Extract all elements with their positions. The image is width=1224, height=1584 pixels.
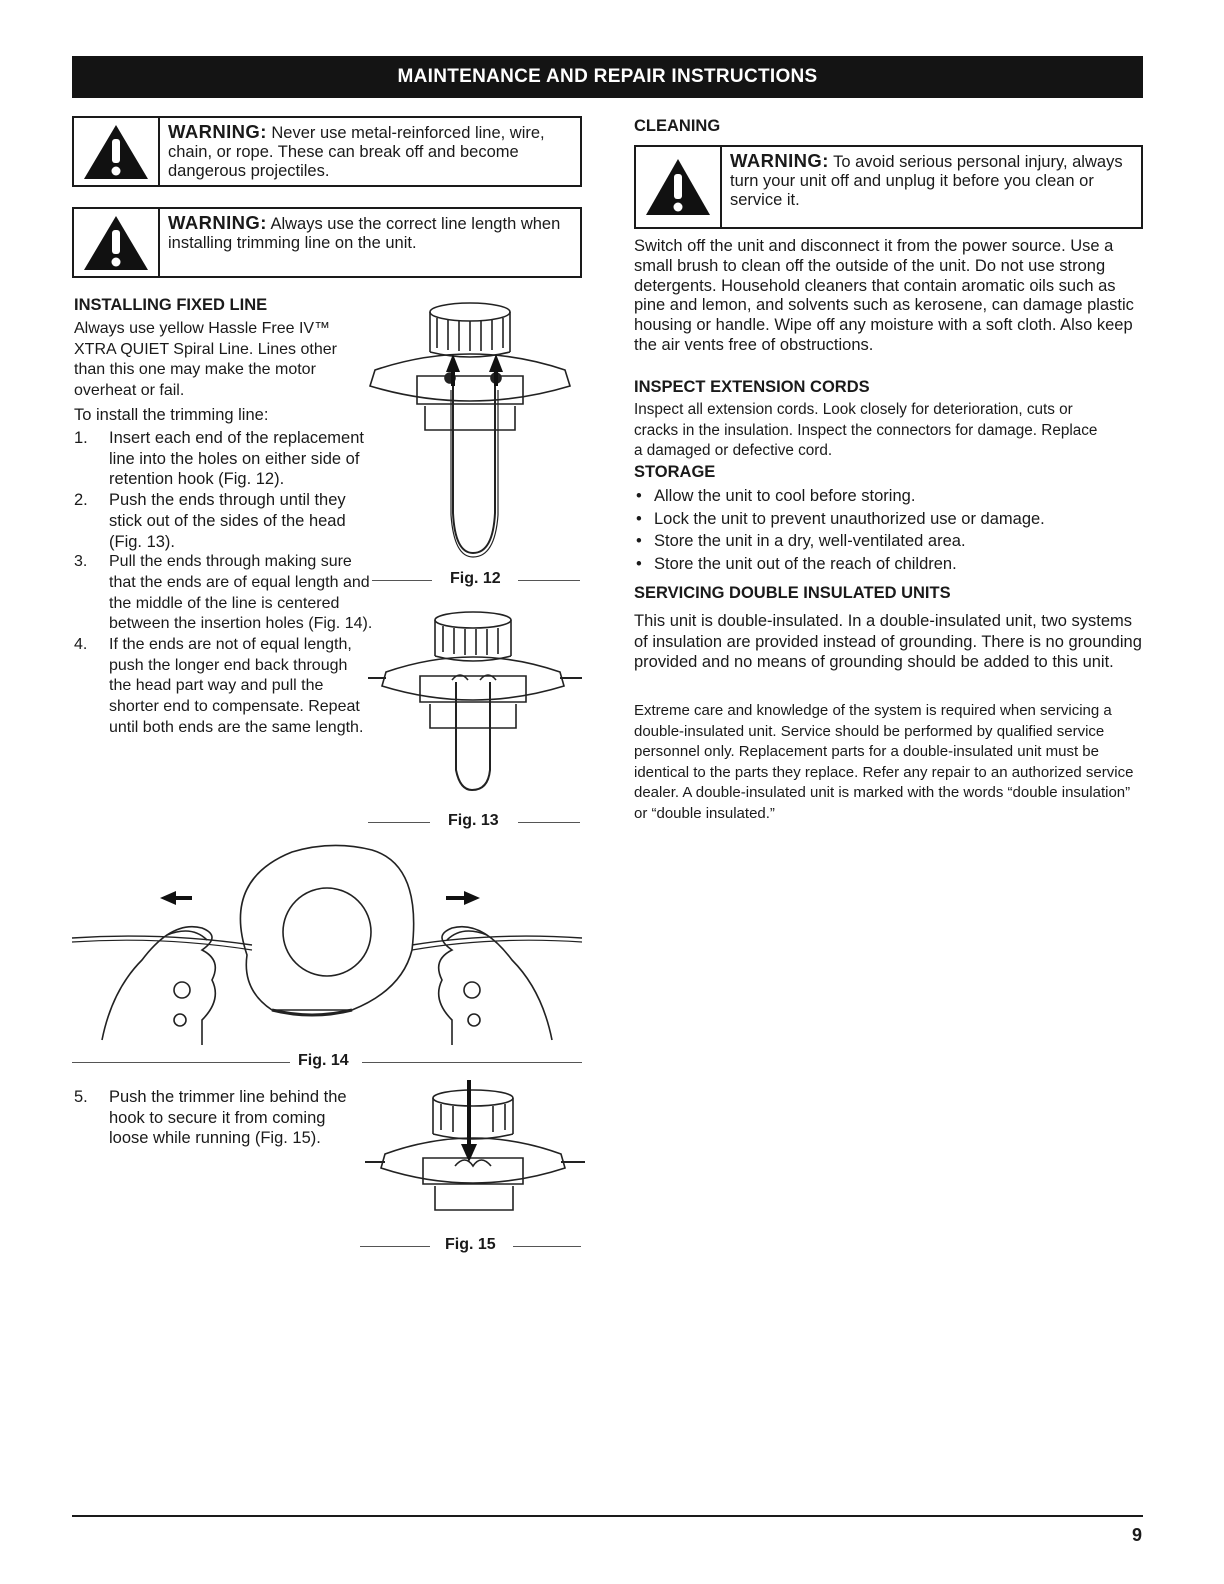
list-item: • Store the unit out of the reach of children. xyxy=(634,553,1139,576)
fig-15-rule-left xyxy=(360,1246,430,1247)
servicing-heading: SERVICING DOUBLE INSULATED UNITS xyxy=(634,584,951,602)
fig-14-rule-left xyxy=(72,1062,290,1063)
cleaning-body: Switch off the unit and disconnect it from the power source. Use a small brush to clean off the outside of the unit. Do not use strong detergents. Household cleaners that contain aromatic oils such as pine and lemon, and solvents such as kerosene, can damage plastic housing or handle. Wipe off any moisture with a soft cloth. Also keep the air vents free of obstructions. xyxy=(634,237,1134,354)
warning-label: WARNING: xyxy=(730,150,829,171)
list-item xyxy=(74,428,364,490)
warning-label: WARNING: xyxy=(168,121,267,142)
page-number: 9 xyxy=(1131,1525,1142,1545)
fig-14-rule-right xyxy=(362,1062,582,1063)
installing-lead: To install the trimming line: xyxy=(74,406,269,424)
fig-12-rule-left xyxy=(372,580,432,581)
fig-13-rule-right xyxy=(518,822,580,823)
installing-steps xyxy=(74,428,374,739)
warning-text xyxy=(160,209,580,276)
warning-triangle-icon xyxy=(74,118,160,185)
section-banner: MAINTENANCE AND REPAIR INSTRUCTIONS xyxy=(72,56,1143,98)
step-number: 1. xyxy=(74,429,88,447)
storage-item-text: Lock the unit to prevent unauthorized use or damage. xyxy=(654,509,1045,528)
fig-12-caption: Fig. 12 xyxy=(450,570,501,587)
list-item: • Allow the unit to cool before storing. xyxy=(634,485,1139,508)
storage-item-text: Allow the unit to cool before storing. xyxy=(654,487,916,505)
storage-list xyxy=(634,485,1139,575)
list-item xyxy=(74,1087,354,1149)
fig-13-caption: Fig. 13 xyxy=(448,812,499,829)
step-number: 2. xyxy=(74,491,88,510)
storage-item-text: Store the unit out of the reach of children. xyxy=(654,554,957,573)
servicing-body-1: This unit is double-insulated. In a double-insulated unit, two systems of insulation are provided instead of grounding. There is no grounding provided and no means of grounding should be added to this unit. xyxy=(634,612,1142,672)
step-text: Pull the ends through making sure that the ends are of equal length and the middle of the line is centered between the insertion holes (Fig. 14). xyxy=(109,553,373,633)
list-item xyxy=(74,490,374,552)
fig-15-rule-right xyxy=(513,1246,581,1247)
servicing-body-2: Extreme care and knowledge of the system is required when servicing a double-insulated unit. Service should be performed by qualified service personnel only. Replacement parts for a double-insulated unit must be identical to the parts they replace. Refer any repair to an authorized service dealer. A double-insulated unit is marked with the words “double insulation” or “double insulated.” xyxy=(634,702,1134,822)
installing-heading: INSTALLING FIXED LINE xyxy=(74,296,268,314)
warning-triangle-icon xyxy=(74,209,160,276)
list-item: • Store the unit in a dry, well-ventilated area. xyxy=(634,530,1139,553)
fig-15-illustration xyxy=(365,1080,585,1230)
warning-text xyxy=(160,118,580,185)
fig-14-caption: Fig. 14 xyxy=(298,1052,349,1069)
installing-intro: Always use yellow Hassle Free IV™ XTRA QUIET Spiral Line. Lines other than this one may make the motor overheat or fail. xyxy=(74,320,337,400)
footer-rule xyxy=(72,1515,1143,1517)
step-number: 3. xyxy=(74,553,88,571)
step-text: Insert each end of the replacement line into the holes on either side of retention hook (Fig. 12). xyxy=(109,429,364,489)
cords-heading: INSPECT EXTENSION CORDS xyxy=(634,378,870,396)
warning-box-metal-line xyxy=(72,116,582,187)
fig-13-rule-left xyxy=(368,822,430,823)
warning-box-cleaning xyxy=(634,145,1143,229)
storage-item-text: Store the unit in a dry, well-ventilated area. xyxy=(654,532,966,550)
fig-14-illustration xyxy=(72,840,582,1050)
fig-12-illustration xyxy=(355,298,585,568)
installing-step-5 xyxy=(74,1087,354,1149)
warning-message: Always use the correct line length when installing trimming line on the unit. xyxy=(168,215,561,252)
warning-label: WARNING: xyxy=(168,212,267,233)
step-text: If the ends are not of equal length, push the longer end back through the head part way and pull the shorter end to compensate. Repeat until both ends are the same length. xyxy=(109,636,364,736)
cords-body: Inspect all extension cords. Look closely for deterioration, cuts or cracks in the insulation. Inspect the connectors for damage. Replace a damaged or defective cord. xyxy=(634,401,1098,459)
list-item xyxy=(74,635,366,739)
list-item: • Lock the unit to prevent unauthorized use or damage. xyxy=(634,508,1139,531)
fig-13-illustration xyxy=(368,610,583,810)
cleaning-heading: CLEANING xyxy=(634,117,721,135)
warning-box-line-length xyxy=(72,207,582,278)
step-number: 5. xyxy=(74,1088,88,1106)
fig-15-caption: Fig. 15 xyxy=(445,1236,496,1253)
fig-12-rule-right xyxy=(518,580,580,581)
warning-message: To avoid serious personal injury, always turn your unit off and unplug it before you clean or service it. xyxy=(730,153,1123,209)
step-text: Push the trimmer line behind the hook to secure it from coming loose while running (Fig. 15). xyxy=(109,1088,347,1148)
warning-message: Never use metal-reinforced line, wire, chain, or rope. These can break off and become dangerous projectiles. xyxy=(168,124,545,180)
warning-text xyxy=(722,147,1141,227)
warning-triangle-icon xyxy=(636,147,722,227)
storage-heading: STORAGE xyxy=(634,463,716,481)
step-number: 4. xyxy=(74,636,88,654)
step-text: Push the ends through until they stick out of the sides of the head (Fig. 13). xyxy=(109,491,346,551)
list-item xyxy=(74,552,374,635)
